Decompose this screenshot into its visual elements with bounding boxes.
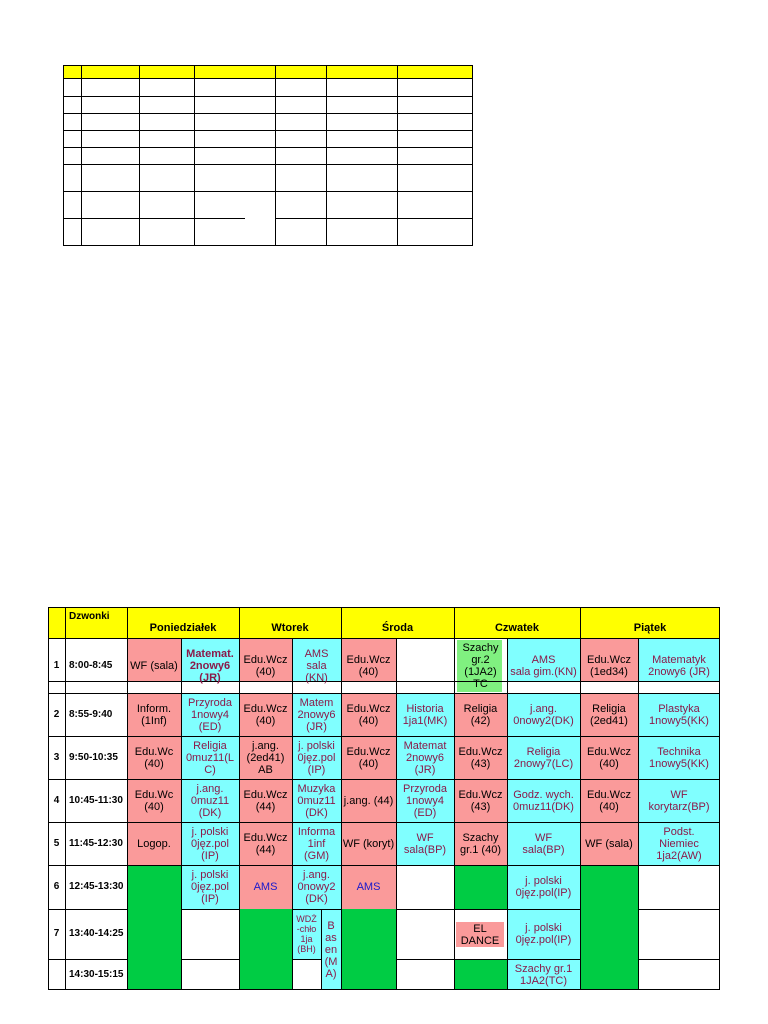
lesson-cell: EL DANCE	[460, 922, 500, 947]
lesson-cell: Podst. Niemiec 1ja2(AW)	[656, 825, 702, 862]
row-number: 2	[53, 708, 60, 720]
lesson-cell: j. polski 0jęz.pol (IP)	[191, 869, 229, 905]
lesson-cell: B as en (M A)	[324, 919, 338, 980]
lesson-cell: j.ang. 0muz11 (DK)	[190, 782, 230, 819]
lesson-cell: Plastyka 1nowy5(KK)	[649, 702, 709, 727]
row-time: 10:45-11:30	[69, 794, 123, 806]
lesson-cell: Religia (42)	[463, 702, 498, 727]
lesson-cell: Edu.Wcz (43)	[458, 788, 503, 813]
lesson-cell: Edu.Wcz (40)	[586, 745, 631, 770]
lesson-cell: Edu.Wcz (1ed34)	[586, 653, 631, 678]
empty-table	[63, 65, 473, 246]
lesson-cell: Edu.Wc (40)	[134, 745, 174, 770]
lesson-cell: Przyroda 1nowy4 (ED)	[402, 782, 448, 819]
row-time: 14:30-15:15	[69, 968, 124, 980]
header-day-wed: Środa	[381, 622, 414, 634]
row-number: 5	[53, 837, 60, 849]
lesson-cell: Matemat 2nowy6 (JR)	[403, 739, 447, 776]
header-dzwonki: Dzwonki	[69, 611, 110, 622]
lesson-cell: Inform. (1Inf)	[136, 702, 172, 727]
lesson-cell: j.ang. 0nowy2 (DK)	[297, 869, 336, 905]
lesson-cell: j. polski 0jęz.pol(IP)	[515, 875, 572, 899]
lesson-cell: Godz. wych. 0muz11(DK)	[513, 788, 574, 813]
lesson-cell: Technika 1nowy5(KK)	[649, 745, 709, 770]
row-time: 8:00-8:45	[69, 659, 113, 671]
row-time: 8:55-9:40	[69, 708, 113, 720]
row-time: 11:45-12:30	[69, 837, 123, 849]
lesson-cell: Religia 0muz11(L C)	[185, 739, 235, 776]
header-day-mon: Poniedziałek	[149, 622, 217, 634]
header-day-tue: Wtorek	[271, 622, 309, 634]
lesson-cell: Edu.Wcz (44)	[243, 831, 288, 856]
lesson-cell: Szachy gr.2 (1JA2) TC	[462, 641, 499, 690]
lesson-cell: Edu.Wcz (44)	[243, 788, 288, 813]
lesson-cell: WF (koryt)	[342, 837, 395, 850]
lesson-cell: Edu.Wcz (40)	[243, 653, 288, 678]
lesson-cell: WF (sala)	[130, 659, 178, 672]
row-number: 4	[53, 794, 60, 806]
lesson-cell: WF sala(BP)	[403, 831, 447, 856]
lesson-cell: Informa 1inf (GM)	[297, 825, 336, 862]
lesson-cell: WF korytarz(BP)	[648, 788, 710, 813]
lesson-cell: Matematyk 2nowy6 (JR)	[648, 653, 710, 678]
lesson-cell: AMS sala gim.(KN)	[510, 653, 577, 678]
row-number: 6	[53, 881, 60, 892]
row-time: 9:50-10:35	[69, 751, 118, 763]
lesson-cell: Edu.Wcz (40)	[586, 788, 631, 813]
lesson-cell: Szachy gr.1 (40)	[460, 831, 501, 856]
lesson-cell: j.ang. (2ed41) AB	[246, 739, 285, 776]
row-number: 3	[53, 751, 60, 763]
lesson-cell: Logop.	[137, 837, 171, 850]
lesson-cell: AMS sala (KN)	[304, 647, 329, 684]
lesson-cell: Edu.Wcz (43)	[458, 745, 503, 770]
lesson-cell: Religia 2nowy7(LC)	[513, 745, 574, 770]
header-day-fri: Piątek	[633, 622, 667, 634]
lesson-cell: Przyroda 1nowy4 (ED)	[187, 696, 233, 733]
row-time: 13:40-14:25	[69, 928, 124, 939]
row-number	[48, 959, 65, 990]
row-time: 12:45-13:30	[69, 881, 124, 892]
lesson-cell: j. polski 0jęz.pol(IP)	[515, 922, 572, 946]
lesson-cell: Edu.Wcz (40)	[243, 702, 288, 727]
row-number: 1	[53, 659, 60, 671]
lesson-cell: Matem 2nowy6 (JR)	[297, 696, 336, 733]
lesson-cell: WF sala(BP)	[522, 831, 565, 856]
lesson-cell: Edu.Wc (40)	[134, 788, 174, 813]
lesson-cell: WF (sala)	[585, 837, 633, 850]
lesson-cell: Szachy gr.1 1JA2(TC)	[514, 962, 573, 987]
lesson-cell: Edu.Wcz (40)	[346, 745, 391, 770]
lesson-cell: Edu.Wcz (40)	[346, 653, 391, 678]
lesson-cell: j.ang. (44)	[343, 794, 394, 807]
lesson-cell: j.ang. 0nowy2(DK)	[513, 702, 574, 727]
lesson-cell: Muzyka 0muz11 (DK)	[297, 782, 336, 819]
lesson-cell: AMS	[253, 881, 278, 893]
schedule-table	[48, 607, 720, 990]
lesson-cell: Historia 1ja1(MK)	[402, 702, 448, 727]
lesson-cell: Religia (2ed41)	[590, 702, 628, 727]
lesson-cell: j. polski 0jęz.pol (IP)	[191, 825, 229, 862]
lesson-cell: Matemat. 2nowy6 (JR)	[186, 647, 234, 684]
lesson-cell: j. polski 0jęz.pol (IP)	[297, 739, 336, 776]
lesson-cell: WDŻ -chło 1ja (BH)	[296, 914, 317, 954]
lesson-cell: Edu.Wcz (40)	[346, 702, 391, 727]
header-day-thu: Czwatek	[494, 622, 540, 634]
row-number: 7	[53, 928, 60, 939]
lesson-cell: AMS	[356, 881, 381, 893]
